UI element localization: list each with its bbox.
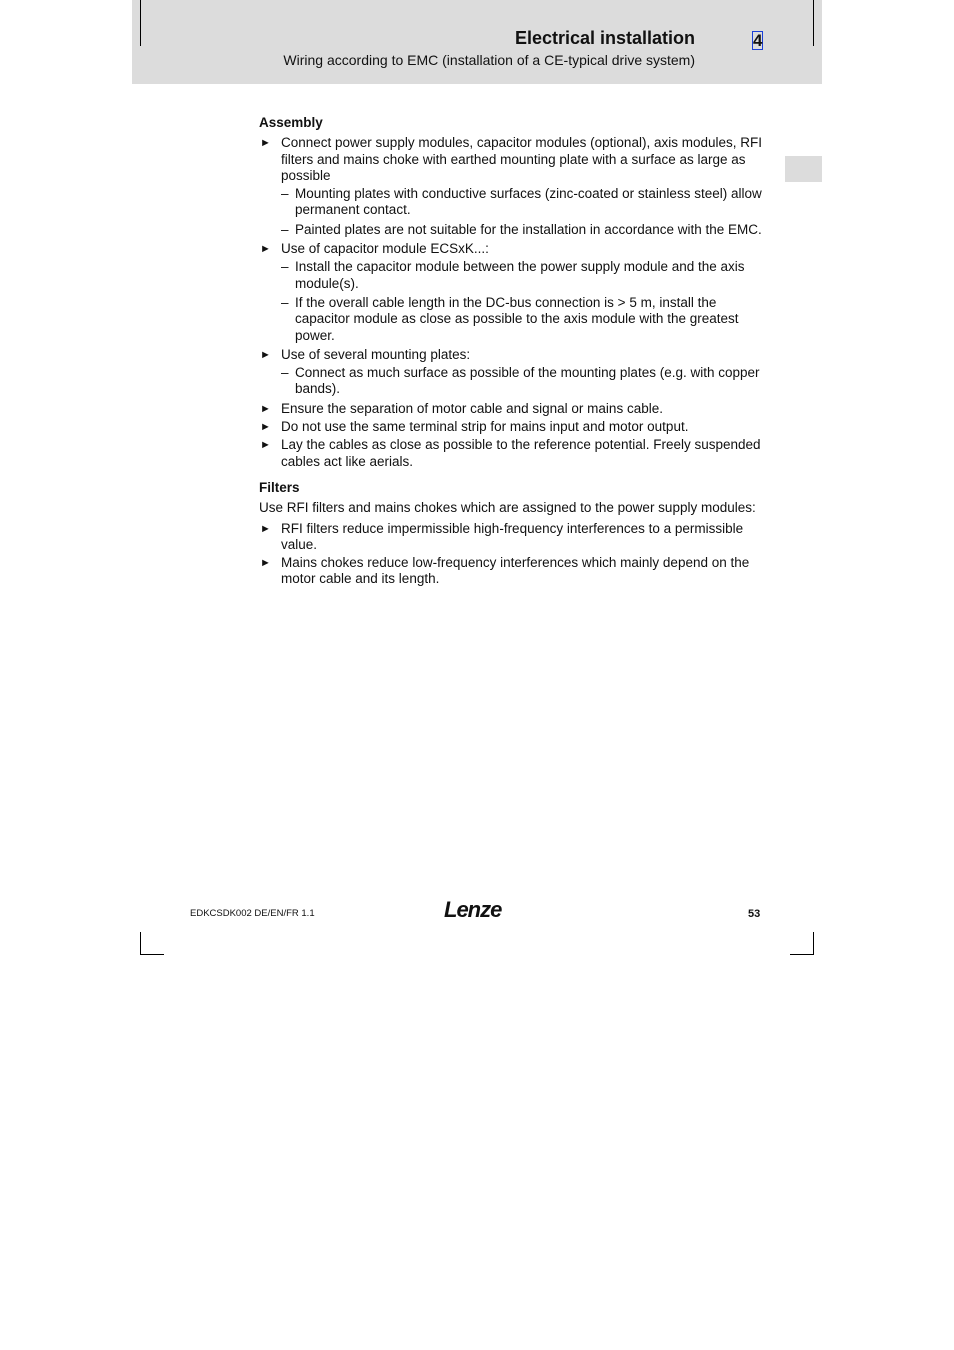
list-item-text: Connect power supply modules, capacitor modules (optional), axis modules, RFI filters and mains choke with earthed mounting plate with a surface as large as possible [281, 135, 762, 183]
bullet-arrow-icon: ► [260, 243, 271, 256]
list-item-text: Use of several mounting plates: [281, 346, 471, 362]
list-item [259, 419, 769, 435]
list-item-text: Lay the cables as close as possible to the reference potential. Freely suspended cables act like aerials. [281, 437, 761, 469]
dash-marker: – [281, 221, 289, 237]
dash-marker: – [281, 259, 289, 275]
list-item [259, 135, 769, 184]
crop-mark-bottom-left-horizontal [140, 954, 164, 955]
bullet-arrow-icon: ► [260, 402, 271, 415]
page-number: 53 [748, 908, 761, 920]
list-item-text: RFI filters reduce impermissible high-frequency interferences to a permissible value. [281, 520, 744, 552]
document-id: EDKCSDK002 DE/EN/FR 1.1 [190, 908, 315, 919]
bullet-arrow-icon: ► [260, 137, 271, 150]
filters-intro: Use RFI filters and mains chokes which are assigned to the power supply modules: [259, 500, 756, 516]
crop-mark-top-right [813, 0, 814, 46]
section-heading-filters: Filters [259, 479, 300, 495]
sub-list-item-text: If the overall cable length in the DC-bus connection is > 5 m, install the capacitor module as close as possible to the axis module with the greatest power. [295, 294, 739, 343]
list-item-text: Ensure the separation of motor cable and signal or mains cable. [281, 400, 663, 416]
crop-mark-top-left [140, 0, 141, 46]
sub-list-item [259, 259, 769, 292]
crop-mark-bottom-right-horizontal [790, 954, 814, 955]
crop-mark-bottom-right-vertical [813, 932, 814, 955]
chapter-number-link[interactable]: 4 [753, 31, 763, 50]
chapter-title: Electrical installation [514, 28, 695, 48]
sub-list-item [259, 186, 769, 219]
chapter-subtitle: Wiring according to EMC (installation of a CE-typical drive system) [283, 52, 695, 68]
chapter-side-tab [785, 156, 822, 182]
dash-marker: – [281, 294, 289, 310]
list-item [259, 347, 769, 363]
section-heading-assembly: Assembly [259, 115, 323, 130]
sub-list-item [259, 365, 769, 398]
list-item [259, 401, 769, 417]
sub-list-item-text: Install the capacitor module between the power supply module and the axis module(s). [295, 259, 745, 291]
lenze-logo: Lenze [444, 897, 502, 922]
sub-list-item-text: Painted plates are not suitable for the installation in accordance with the EMC. [295, 221, 762, 237]
crop-mark-bottom-left-vertical [140, 932, 141, 955]
bullet-arrow-icon: ► [260, 522, 271, 535]
sub-list-item [259, 295, 769, 344]
list-item-text: Do not use the same terminal strip for mains input and motor output. [281, 419, 689, 435]
dash-marker: – [281, 186, 289, 202]
sub-list-item-text: Mounting plates with conductive surfaces (zinc-coated or stainless steel) allow permanent contact. [295, 186, 762, 218]
list-item [259, 555, 769, 588]
list-item-text: Mains chokes reduce low-frequency interferences which mainly depend on the motor cable and its length. [281, 555, 750, 587]
bullet-arrow-icon: ► [260, 348, 271, 361]
list-item [259, 521, 769, 554]
list-item [259, 437, 769, 470]
bullet-arrow-icon: ► [260, 439, 271, 452]
dash-marker: – [281, 365, 289, 381]
sub-list-item [259, 222, 769, 238]
bullet-arrow-icon: ► [260, 557, 271, 570]
list-item [259, 241, 769, 257]
bullet-arrow-icon: ► [260, 421, 271, 434]
sub-list-item-text: Connect as much surface as possible of the mounting plates (e.g. with copper bands). [295, 365, 760, 397]
header-band [132, 0, 822, 84]
list-item-text: Use of capacitor module ECSxK...: [281, 241, 489, 257]
page-content [259, 115, 769, 590]
